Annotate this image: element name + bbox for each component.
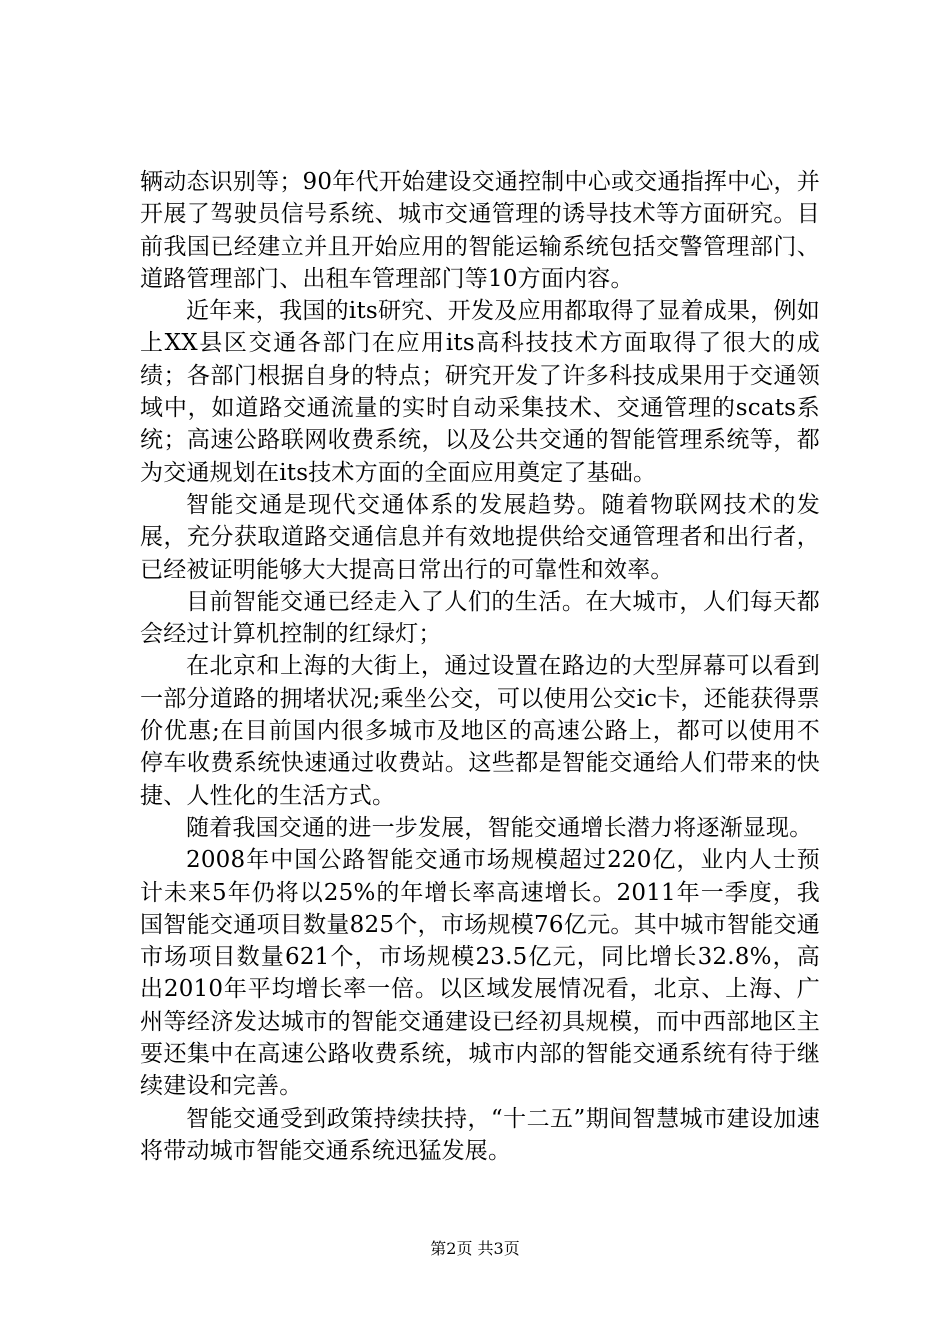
paragraph-1: 辆动态识别等；90年代开始建设交通控制中心或交通指挥中心，并开展了驾驶员信号系统、城市交通管理的诱导技术等方面研究。目前我国已经建立并且开始应用的智能运输系统包括交警管理部门、道路管理部门、出租车管理部门等10方面内容。 — [140, 169, 820, 292]
page-footer: 第2页 共3页 — [430, 1239, 520, 1258]
paragraph-4: 目前智能交通已经走入了人们的生活。在大城市，人们每天都会经过计算机控制的红绿灯； — [140, 588, 820, 648]
paragraph-5: 在北京和上海的大街上，通过设置在路边的大型屏幕可以看到一部分道路的拥堵状况;乘坐公交，可以使用公交ic卡，还能获得票价优惠;在目前国内很多城市及地区的高速公路上，都可以使用不停车收费系统快速通过收费站。这些都是智能交通给人们带来的快捷、人性化的生活方式。 — [140, 653, 820, 809]
paragraph-7: 2008年中国公路智能交通市场规模超过220亿，业内人士预计未来5年仍将以25%的年增长率高速增长。2011年一季度，我国智能交通项目数量825个，市场规模76亿元。其中城市智能交通市场项目数量621个，市场规模23.5亿元，同比增长32.8%，高出2010年平均增长率一倍。以区域发展情况看，北京、上海、广州等经济发达城市的智能交通建设已经初具规模，而中西部地区主要还集中在高速公路收费系统，城市内部的智能交通系统有待于继续建设和完善。 — [140, 847, 820, 1100]
body-text — [140, 166, 820, 1167]
paragraph-8: 智能交通受到政策持续扶持，“十二五”期间智慧城市建设加速将带动城市智能交通系统迅猛发展。 — [140, 1105, 820, 1164]
paragraph-6: 随着我国交通的进一步发展，智能交通增长潜力将逐渐显现。 — [186, 814, 813, 841]
paragraph-2: 近年来，我国的its研究、开发及应用都取得了显着成果，例如上XX县区交通各部门在应用its高科技技术方面取得了很大的成绩；各部门根据自身的特点；研究开发了许多科技成果用于交通领域中，如道路交通流量的实时自动采集技术、交通管理的scats系统；高速公路联网收费系统，以及公共交通的智能管理系统等，都为交通规划在its技术方面的全面应用奠定了基础。 — [140, 298, 820, 486]
paragraph-3: 智能交通是现代交通体系的发展趋势。随着物联网技术的发展，充分获取道路交通信息并有效地提供给交通管理者和出行者，已经被证明能够大大提高日常出行的可靠性和效率。 — [140, 491, 820, 583]
